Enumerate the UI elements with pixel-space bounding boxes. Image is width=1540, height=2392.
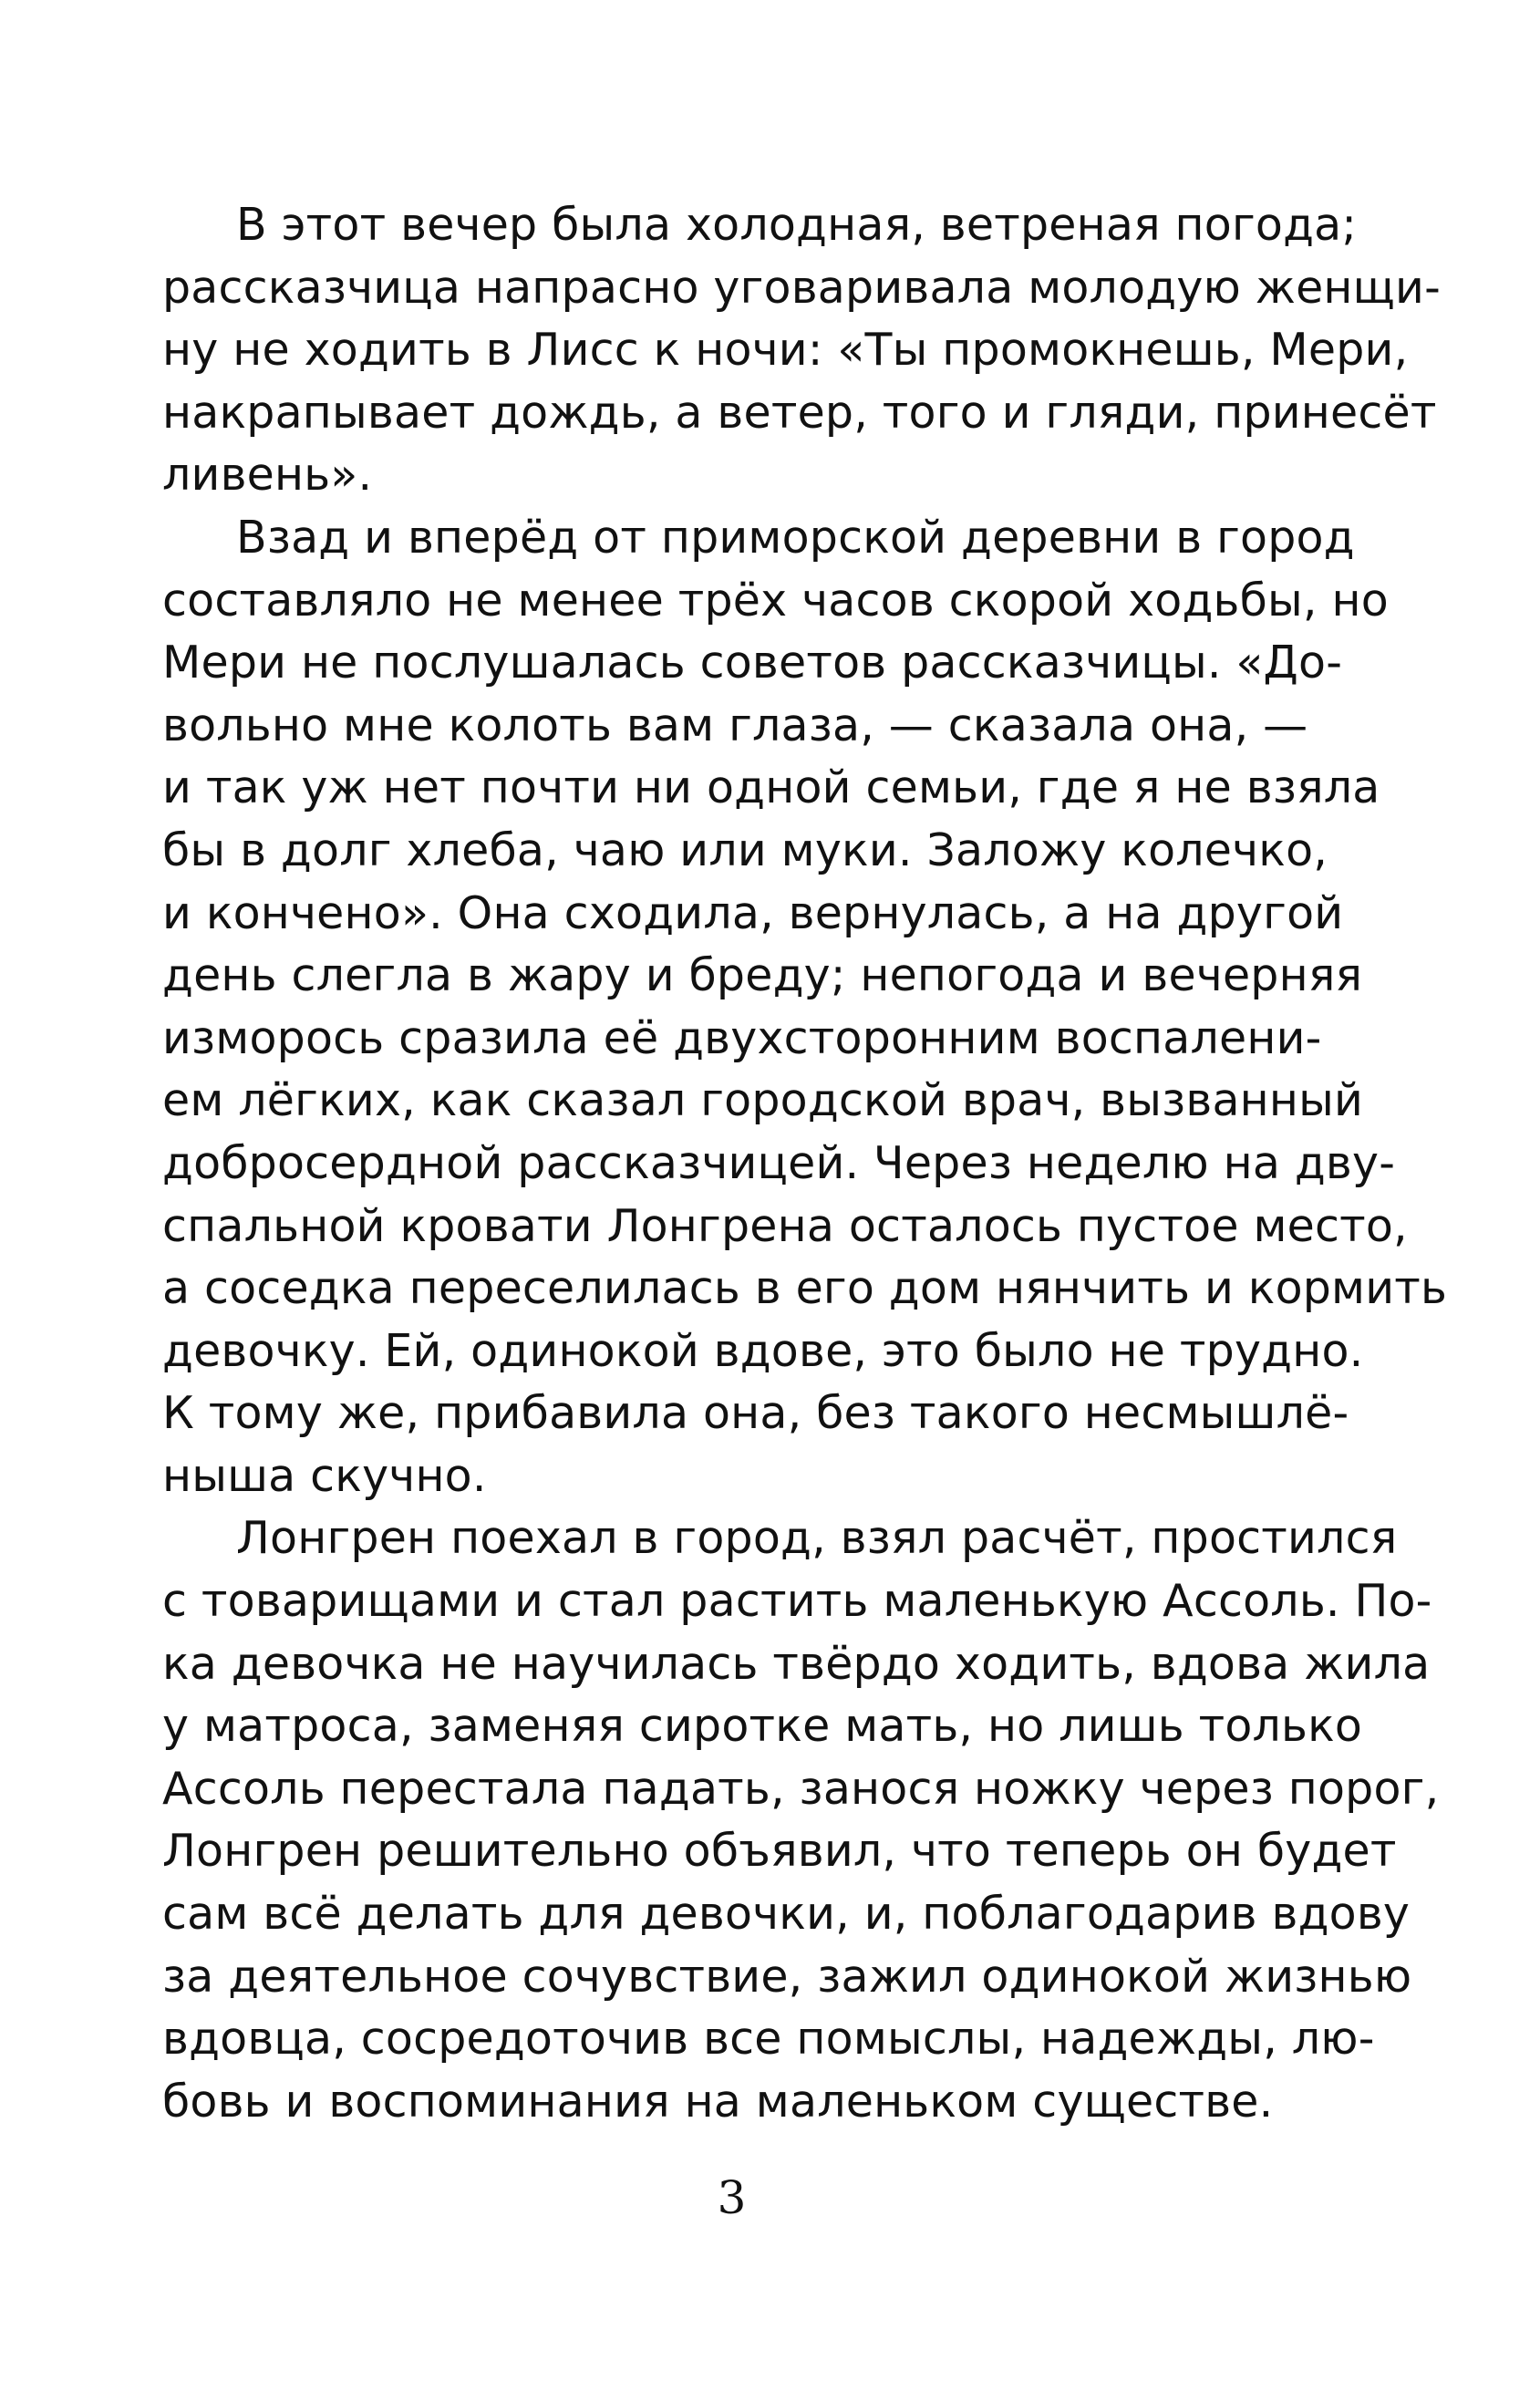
paragraph-2-line-8: день слегла в жару и бреду; непогода и вечерняя xyxy=(162,949,1363,1002)
body-text xyxy=(162,194,1448,2133)
paragraph-2-line-11: добросердной рассказчицей. Через неделю на дву- xyxy=(162,1136,1396,1189)
page-number xyxy=(0,2170,1540,2225)
paragraph-1-line-3: ну не ходить в Лисс к ночи: «Ты промокнешь, Мери, xyxy=(162,324,1409,377)
paragraph-1-line-2: рассказчица напрасно уговаривала молодую женщи- xyxy=(162,261,1441,314)
paragraph-1-line-1: В этот вечер была холодная, ветреная погода; xyxy=(236,199,1358,251)
paragraph-3-line-2: с товарищами и стал растить маленькую Ассоль. По- xyxy=(162,1575,1432,1628)
paragraph-3-line-10: бовь и воспоминания на маленьком существе. xyxy=(162,2075,1274,2128)
paragraph-3-line-9: вдовца, сосредоточив все помыслы, надежды, лю- xyxy=(162,2013,1375,2066)
paragraph-3-line-1: Лонгрен поехал в город, взял расчёт, простился xyxy=(236,1512,1398,1565)
paragraph-2-line-10: ем лёгких, как сказал городской врач, вызванный xyxy=(162,1074,1364,1127)
paragraph-2-line-16: ныша скучно. xyxy=(162,1449,487,1502)
page-number-label: 3 xyxy=(717,2171,747,2224)
paragraph-2-line-12: спальной кровати Лонгрена осталось пустое место, xyxy=(162,1199,1408,1252)
paragraph-2-line-9: изморось сразила её двухсторонним воспалени- xyxy=(162,1011,1322,1064)
paragraph-3-line-5: Ассоль перестала падать, занося ножку через порог, xyxy=(162,1762,1440,1815)
paragraph-2-line-2: составляло не менее трёх часов скорой ходьбы, но xyxy=(162,574,1389,626)
paragraph-1-line-4: накрапывает дождь, а ветер, того и гляди, принесёт xyxy=(162,386,1437,439)
paragraph-2-line-13: а соседка переселилась в его дом нянчить и кормить xyxy=(162,1262,1448,1315)
paragraph-2-line-3: Мери не послушалась советов рассказчицы. «До- xyxy=(162,637,1343,689)
paragraph-3-line-7: сам всё делать для девочки, и, поблагодарив вдову xyxy=(162,1888,1411,1941)
paragraph-2-line-15: К тому же, прибавила она, без такого несмышлё- xyxy=(162,1387,1349,1440)
paragraph-3-line-8: за деятельное сочувствие, зажил одинокой жизнью xyxy=(162,1950,1412,2003)
paragraph-3-line-4: у матроса, заменяя сиротке мать, но лишь только xyxy=(162,1700,1363,1753)
paragraph-2-line-5: и так уж нет почти ни одной семьи, где я не взяла xyxy=(162,761,1380,814)
paragraph-1-line-5: ливень». xyxy=(162,449,373,502)
paragraph-2-line-4: вольно мне колоть вам глаза, — сказала она, — xyxy=(162,699,1308,751)
paragraph-3-line-3: ка девочка не научилась твёрдо ходить, вдова жила xyxy=(162,1637,1431,1690)
paragraph-2-line-6: бы в долг хлеба, чаю или муки. Заложу колечко, xyxy=(162,823,1328,876)
paragraph-2-line-14: девочку. Ей, одинокой вдове, это было не трудно. xyxy=(162,1324,1364,1377)
paragraph-2-line-1: Взад и вперёд от приморской деревни в город xyxy=(236,511,1355,564)
paragraph-3-line-6: Лонгрен решительно объявил, что теперь он будет xyxy=(162,1825,1397,1878)
paragraph-2-line-7: и кончено». Она сходила, вернулась, а на другой xyxy=(162,886,1344,939)
